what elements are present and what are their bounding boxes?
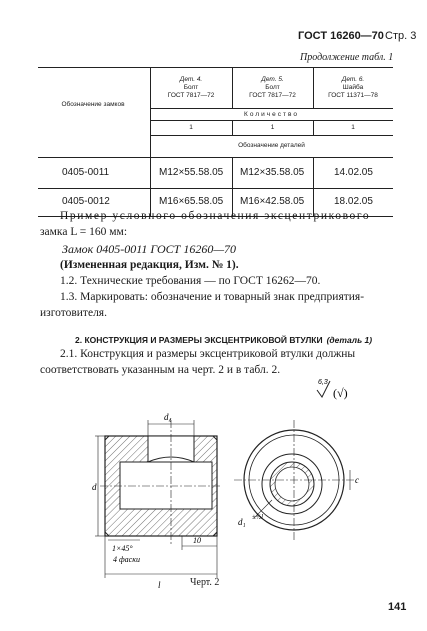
standard-header: ГОСТ 16260—70	[298, 30, 384, 42]
example-line-1: Пример условного обозначения эксцентрикового	[60, 210, 371, 222]
bushing-section-view	[100, 420, 222, 545]
column-header-1: Дет. 4. Болт ГОСТ 7817—72	[167, 76, 215, 99]
dim-10-label: 10	[193, 536, 201, 545]
item-2-1-line-2: соответствовать указанным на черт. 2 и в табл. 2.	[40, 364, 281, 376]
quantity-1: 1	[189, 124, 193, 131]
row-1-col2: М12×35.58.05	[240, 167, 305, 178]
row-1-col1: М12×55.58.05	[159, 167, 224, 178]
quantity-label: Количество	[244, 111, 299, 118]
dim-l-label: l	[158, 580, 161, 590]
quantity-2: 1	[270, 124, 275, 131]
bushing-end-view	[234, 420, 354, 540]
quantity-3: 1	[351, 124, 355, 131]
table-continuation-label: Продолжение табл. 1	[300, 52, 394, 63]
row-2-col1: М16×65.58.05	[159, 196, 224, 207]
item-1-3-line-2: изготовителя.	[40, 307, 107, 319]
row-2-code: 0405-0012	[62, 196, 110, 207]
roughness-symbol	[317, 379, 348, 400]
section-2-title: 2. КОНСТРУКЦИЯ И РАЗМЕРЫ ЭКСЦЕНТРИКОВОЙ ВТУЛКИ	[75, 335, 323, 345]
row-1-col3: 14.02.05	[334, 167, 373, 178]
drawing-caption: Черт. 2	[190, 577, 220, 588]
item-1-2: 1.2. Технические требования — по ГОСТ 16262—70.	[60, 275, 321, 287]
example-line-2: замка L = 160 мм:	[40, 226, 128, 238]
page-number: 141	[388, 601, 407, 613]
row-2-col3: 18.02.05	[334, 196, 373, 207]
column-header-2: Дет. 5. Болт ГОСТ 7817—72	[249, 76, 296, 99]
page-label: Стр. 3	[385, 30, 417, 42]
roughness-value: 6,3	[318, 379, 328, 386]
item-2-1-line-1: 2.1. Конструкция и размеры эксцентриковой втулки должны	[60, 348, 356, 360]
edition-note: (Измененная редакция, Изм. № 1).	[60, 259, 239, 271]
dim-d4-label: d₄	[164, 412, 172, 422]
column-header-3: Дет. 6. Шайба ГОСТ 11371—78	[328, 76, 378, 99]
item-1-3-line-1: 1.3. Маркировать: обозначение и товарный знак предприятия-	[60, 291, 365, 303]
chamfer-note: 4 фаски	[113, 555, 140, 564]
dim-d-label: d	[92, 482, 97, 492]
row-2-col2: М16×42.58.05	[240, 196, 305, 207]
section-2-title-note: (деталь 1)	[326, 335, 373, 345]
example-designation: Замок 0405-0011 ГОСТ 16260—70	[62, 242, 236, 256]
row-header-label: Обозначение замков	[61, 101, 125, 108]
tolerance-label: ±½l	[252, 513, 264, 521]
dim-d1-label: d₁	[238, 517, 246, 527]
chamfer-label: 1×45°	[112, 544, 133, 553]
roughness-mark: (√)	[333, 386, 348, 400]
dim-c-label: c	[355, 475, 359, 485]
parts-label: Обозначение деталей	[238, 142, 305, 149]
row-1-code: 0405-0011	[62, 167, 110, 178]
